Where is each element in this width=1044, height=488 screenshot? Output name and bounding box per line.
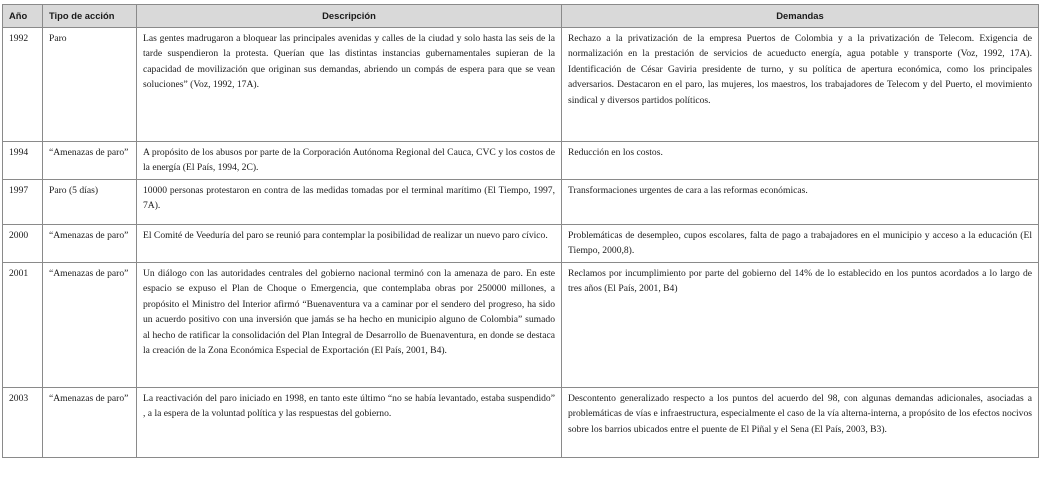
cell-action-type: Paro (5 días) <box>43 180 137 225</box>
cell-year: 2003 <box>3 388 43 458</box>
table-row <box>3 28 1039 142</box>
cell-demands: Reclamos por incumplimiento por parte del gobierno del 14% de lo establecido en los puntos acordados a lo largo de tres años (El País, 2001, B4) <box>562 263 1039 388</box>
header-demands: Demandas <box>562 5 1039 28</box>
cell-year: 1997 <box>3 180 43 225</box>
cell-year: 2000 <box>3 225 43 263</box>
cell-demands: Descontento generalizado respecto a los puntos del acuerdo del 98, con algunas demandas adicionales, asociadas a problemáticas de vías e infraestructura, especialmente el caso de la vía alterna-interna, a propósito de los efectos nocivos sobre los barrios ubicados entre el puente de El Piñal y el Sena (El País, 2003, B3). <box>562 388 1039 458</box>
table-body <box>3 28 1039 458</box>
cell-demands: Transformaciones urgentes de cara a las reformas económicas. <box>562 180 1039 225</box>
header-action-type: Tipo de acción <box>43 5 137 28</box>
protest-actions-table <box>2 4 1039 458</box>
table-header <box>3 5 1039 28</box>
cell-action-type: “Amenazas de paro” <box>43 388 137 458</box>
table-row <box>3 142 1039 180</box>
header-row <box>3 5 1039 28</box>
cell-year: 1994 <box>3 142 43 180</box>
cell-action-type: “Amenazas de paro” <box>43 263 137 388</box>
table-row <box>3 263 1039 388</box>
cell-action-type: “Amenazas de paro” <box>43 225 137 263</box>
table-row <box>3 225 1039 263</box>
header-year: Año <box>3 5 43 28</box>
header-description: Descripción <box>137 5 562 28</box>
cell-year: 2001 <box>3 263 43 388</box>
cell-action-type: Paro <box>43 28 137 142</box>
table-row <box>3 388 1039 458</box>
cell-description: El Comité de Veeduría del paro se reunió para contemplar la posibilidad de realizar un nuevo paro cívico. <box>137 225 562 263</box>
cell-demands: Reducción en los costos. <box>562 142 1039 180</box>
cell-description: La reactivación del paro iniciado en 1998, en tanto este último “no se había levantado, estaba suspendido” , a la espera de la voluntad política y las respuestas del gobierno. <box>137 388 562 458</box>
cell-action-type: “Amenazas de paro” <box>43 142 137 180</box>
cell-description: Un diálogo con las autoridades centrales del gobierno nacional terminó con la amenaza de paro. En este espacio se expuso el Plan de Choque o Emergencia, que contemplaba obras por 250000 millones, a propósito el Ministro del Interior afirmó “Buenaventura va a caminar por el sendero del progreso, ha sido un acuerdo positivo con una inversión que jamás se ha hecho en municipio alguno de Colombia” sumado al hecho de ratificar la consolidación del Plan Integral de Desarrollo de Buenaventura, en donde se destaca la creación de la Zona Económica Especial de Exportación (El País, 2001, B4). <box>137 263 562 388</box>
cell-description: A propósito de los abusos por parte de la Corporación Autónoma Regional del Cauca, CVC y los costos de la energía (El País, 1994, 2C). <box>137 142 562 180</box>
cell-demands: Problemáticas de desempleo, cupos escolares, falta de pago a trabajadores en el municipio y acceso a la educación (El Tiempo, 2000,8). <box>562 225 1039 263</box>
cell-description: 10000 personas protestaron en contra de las medidas tomadas por el terminal marítimo (El Tiempo, 1997, 7A). <box>137 180 562 225</box>
cell-demands: Rechazo a la privatización de la empresa Puertos de Colombia y a la privatización de Telecom. Exigencia de normalización en la prestación de servicios de acueducto energía, agua potable y transporte (Voz, 1992, 17A). Identificación de César Gaviria presidente de turno, y su política de apertura económica, como los principales adversarios. Destacaron en el paro, las mujeres, los maestros, los trabajadores de Telecom y del Puerto, el movimiento sindical y diversos partidos políticos. <box>562 28 1039 142</box>
cell-year: 1992 <box>3 28 43 142</box>
table-row <box>3 180 1039 225</box>
cell-description: Las gentes madrugaron a bloquear las principales avenidas y calles de la ciudad y solo hasta las seis de la tarde suspendieron la protesta. Querían que las distintas instancias gubernamentales supieran de la capacidad de movilización que originan sus demandas, abriendo un compás de espera para que se vean soluciones” (Voz, 1992, 17A). <box>137 28 562 142</box>
